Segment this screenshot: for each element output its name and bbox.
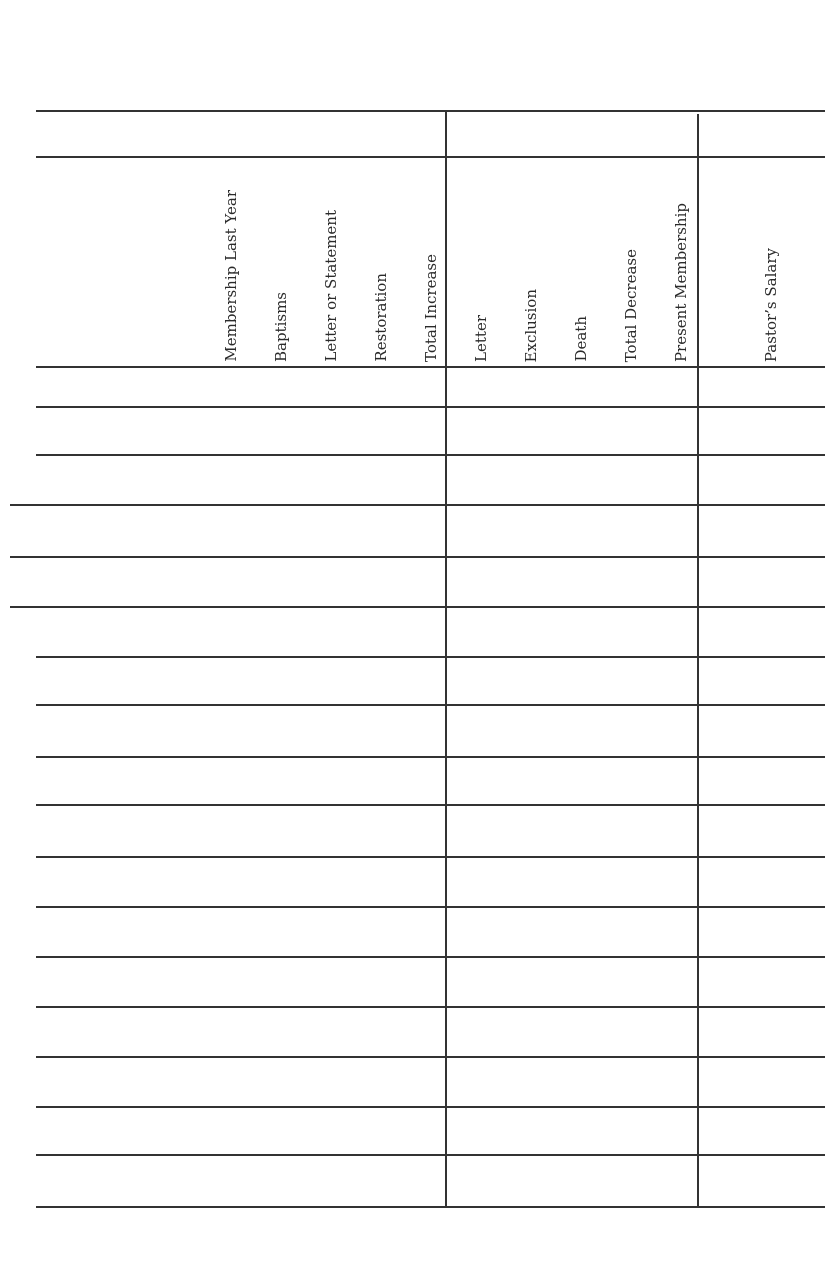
table-row-line — [36, 906, 825, 908]
column-label-letter-or-statement: Letter or Statement — [322, 210, 340, 362]
table-row-line — [36, 454, 825, 456]
column-label-pastors-salary: Pastor’s Salary — [762, 247, 780, 362]
column-label-exclusion: Exclusion — [522, 288, 540, 362]
column-label-present-membership: Present Membership — [672, 202, 690, 362]
table-row-line — [36, 1154, 825, 1156]
table-row-line — [10, 504, 825, 506]
column-label-letter: Letter — [472, 315, 490, 362]
table-row-line — [36, 406, 825, 408]
column-label-total-increase: Total Increase — [422, 254, 440, 362]
table-row-line — [36, 656, 825, 658]
table-row-line — [10, 556, 825, 558]
table-bottom-border — [36, 1206, 825, 1208]
table-row-line — [36, 1006, 825, 1008]
table-row-line — [36, 804, 825, 806]
column-label-death: Death — [572, 316, 590, 362]
table-row-line — [36, 956, 825, 958]
increase-decrease-divider — [445, 111, 447, 1207]
table-row-line — [36, 856, 825, 858]
column-label-baptisms: Baptisms — [272, 291, 290, 362]
header-top-divider — [36, 156, 825, 158]
table-row-line — [36, 1056, 825, 1058]
table-row-line — [36, 704, 825, 706]
header-bottom-divider — [36, 366, 825, 368]
decrease-salary-divider — [697, 114, 699, 1208]
table-row-line — [36, 756, 825, 758]
table-row-line — [10, 606, 825, 608]
column-label-membership-last-year: Membership Last Year — [222, 190, 240, 362]
table-row-line — [36, 1106, 825, 1108]
column-label-total-decrease: Total Decrease — [622, 248, 640, 362]
form-top-border — [36, 110, 825, 112]
column-label-restoration: Restoration — [372, 273, 390, 362]
